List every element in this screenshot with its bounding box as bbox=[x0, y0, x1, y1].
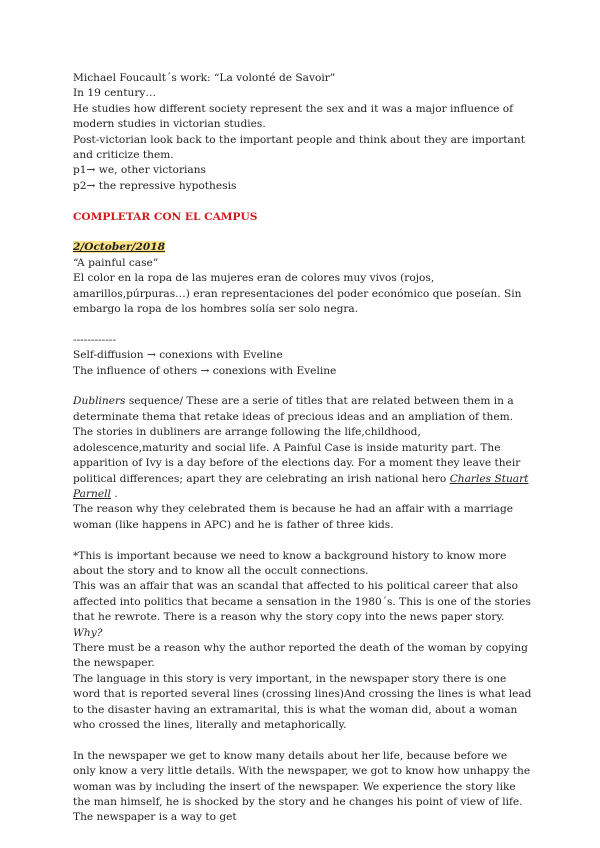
p2-line: p2→ the repressive hypothesis bbox=[73, 179, 237, 192]
author-reason-paragraph: There must be a reason why the author reported the death of the woman by copying the newspaper. bbox=[73, 641, 528, 670]
post-victorian-paragraph: Post-victorian look back to the important people and think about they are important and criticize them. bbox=[73, 133, 525, 162]
date-heading: 2/October/2018 bbox=[73, 241, 165, 254]
language-paragraph: The language in this story is very important, in the newspaper story there is one word that is reported several lines (crossing lines)And crossing the lines is what lead to the disaster having an extramarital, this is what the woman did, about a woman who crossed the lines, literally and metaphorically. bbox=[73, 672, 532, 731]
painful-case-title: “A painful case” bbox=[73, 256, 159, 269]
foucault-title: Michael Foucault´s work: “La volonté de Savoir” bbox=[73, 72, 336, 84]
influence-line: The influence of others → conexions with Eveline bbox=[73, 364, 337, 377]
why-question: Why? bbox=[73, 626, 103, 639]
dubliners-sequence-text: sequence/ These are a serie of titles that are related between them in a determinate thema that retake ideas of precious ideas and an ampliation of them. bbox=[73, 395, 514, 423]
color-paragraph: El color en la ropa de las mujeres eran de colores muy vivos (rojos, amarillos,púrpuras…) eran representaciones del poder económico que poseían. Sin embargo la ropa de los hombres solía ser solo negra. bbox=[73, 272, 522, 316]
newspaper-paragraph: In the newspaper we get to know many details about her life, because before we only know a very little details. With the newspaper, we got to know how unhappy the woman was by including the insert of the newspaper. We experience the story like the man himself, he is shocked by the story and he changes his point of view of life. The newspaper is a way to get bbox=[73, 749, 531, 824]
century-line: In 19 century… bbox=[73, 87, 156, 100]
self-diffusion-line: Self-diffusion → conexions with Eveline bbox=[73, 349, 283, 362]
background-paragraph: *This is important because we need to know a background history to know more about the story and to know all the occult connections. bbox=[73, 549, 507, 577]
dubliners-paragraph bbox=[73, 394, 533, 425]
affair-text: This was an affair that was an scandal that affected to his political career that also affected into politics that became a sensation in the 1980´s. This is one of the stories that he rewrote. There is a reason why the story copy into the news paper story. bbox=[73, 580, 531, 624]
completar-heading: COMPLETAR CON EL CAMPUS bbox=[73, 210, 258, 223]
separator-dashes: ------------ bbox=[73, 333, 116, 346]
stories-text: The stories in dubliners are arrange following the life,childhood, adolescence,maturity and social life. A Painful Case is inside maturity part. The apparition of Ivy is a day before of the elections day. For a moment they leave their political differences; apart they are celebrating an irish national hero bbox=[73, 426, 521, 485]
studies-paragraph: He studies how different society represent the sex and it was a major influence of modern studies in victorian studies. bbox=[73, 102, 514, 131]
document-page bbox=[73, 71, 533, 826]
reason-paragraph: The reason why they celebrated them is because he had an affair with a marriage woman (like happens in APC) and he is father of three kids. bbox=[73, 503, 514, 531]
p1-line: p1→ we, other victorians bbox=[73, 164, 206, 177]
stories-end: . bbox=[110, 487, 118, 500]
parnell-link: Charles Stuart Parnell bbox=[73, 472, 529, 500]
affair-paragraph bbox=[73, 579, 533, 641]
dubliners-title: Dubliners bbox=[73, 395, 126, 408]
stories-paragraph bbox=[73, 425, 533, 502]
